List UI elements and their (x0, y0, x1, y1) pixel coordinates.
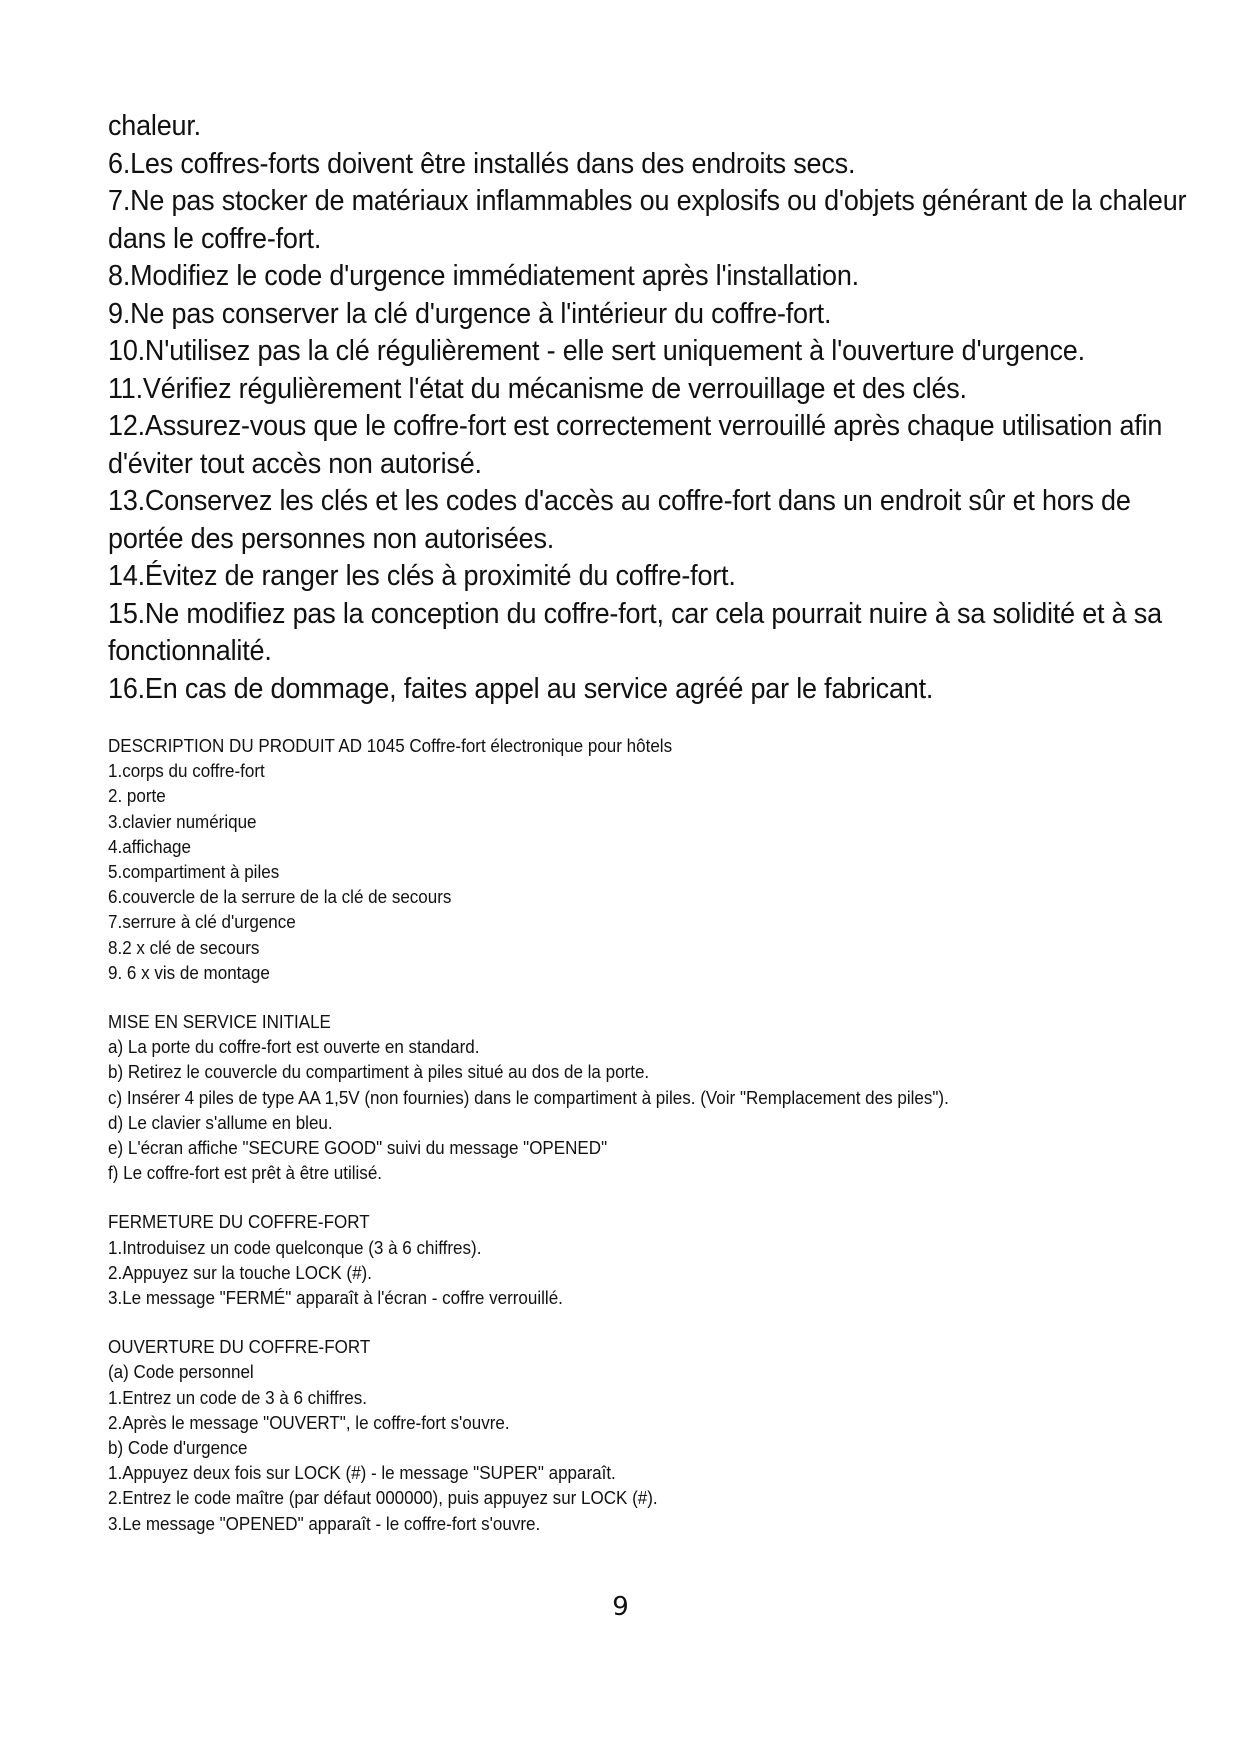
safety-item: 13.Conservez les clés et les codes d'accès au coffre-fort dans un endroit sûr et hors de portée des personnes non autorisées. (108, 485, 1131, 555)
list-item: 1.Entrez un code de 3 à 6 chiffres. (108, 1386, 367, 1408)
list-item: 1.Introduisez un code quelconque (3 à 6 chiffres). (108, 1236, 482, 1258)
list-item: 8.2 x clé de secours (108, 936, 260, 958)
safety-item: 9.Ne pas conserver la clé d'urgence à l'intérieur du coffre-fort. (108, 297, 832, 330)
spacer (108, 985, 1120, 1009)
section-title: DESCRIPTION DU PRODUIT AD 1045 Coffre-fort électronique pour hôtels (108, 735, 673, 756)
safety-item: 14.Évitez de ranger les clés à proximité du coffre-fort. (108, 560, 736, 592)
section-title: MISE EN SERVICE INITIALE (108, 1011, 331, 1033)
spacer (108, 1310, 1120, 1334)
list-item: e) L'écran affiche "SECURE GOOD" suivi du message "OPENED" (108, 1137, 608, 1159)
section-title: OUVERTURE DU COFFRE-FORT (108, 1336, 371, 1358)
list-item: 2.Appuyez sur la touche LOCK (#). (108, 1261, 372, 1283)
list-item: 1.Appuyez deux fois sur LOCK (#) - le message "SUPER" apparaît. (108, 1462, 616, 1484)
safety-item: 15.Ne modifiez pas la conception du coffre-fort, car cela pourrait nuire à sa solidité et à sa fonctionnalité. (108, 597, 1162, 667)
list-item: a) La porte du coffre-fort est ouverte en standard. (108, 1036, 480, 1058)
spacer (108, 1185, 1120, 1209)
safety-item: 16.En cas de dommage, faites appel au service agréé par le fabricant. (108, 672, 934, 705)
list-item: 3.Le message "OPENED" apparaît - le coffre-fort s'ouvre. (108, 1512, 541, 1534)
safety-item: chaleur. (108, 110, 201, 142)
page-number: 9 (612, 1592, 629, 1622)
list-item: 1.corps du coffre-fort (108, 760, 265, 782)
list-item: 3.Le message "FERMÉ" apparaît à l'écran - coffre verrouillé. (108, 1287, 563, 1309)
safety-item: 6.Les coffres-forts doivent être installés dans des endroits secs. (108, 147, 856, 180)
safety-item: 12.Assurez-vous que le coffre-fort est correctement verrouillé après chaque utilisation afin d'éviter tout accès non autorisé. (108, 410, 1163, 480)
list-item: c) Insérer 4 piles de type AA 1,5V (non fournies) dans le compartiment à piles. (Voir "Remplacement des piles"). (108, 1086, 949, 1108)
list-item: 2.Entrez le code maître (par défaut 000000), puis appuyez sur LOCK (#). (108, 1487, 658, 1509)
list-item: 6.couvercle de la serrure de la clé de secours (108, 886, 452, 908)
list-item: 3.clavier numérique (108, 810, 257, 832)
list-item: 9. 6 x vis de montage (108, 961, 270, 983)
safety-item: 8.Modifiez le code d'urgence immédiatement après l'installation. (108, 260, 859, 292)
list-item: d) Le clavier s'allume en bleu. (108, 1111, 333, 1133)
safety-item: 10.N'utilisez pas la clé régulièrement - elle sert uniquement à l'ouverture d'urgence. (108, 335, 1085, 367)
safety-instructions-list (108, 108, 1191, 708)
spacer (108, 708, 1188, 733)
list-item: 7.serrure à clé d'urgence (108, 911, 296, 933)
section-title: FERMETURE DU COFFRE-FORT (108, 1211, 370, 1233)
list-item: 4.affichage (108, 835, 191, 857)
list-item: b) Retirez le couvercle du compartiment à piles situé au dos de la porte. (108, 1061, 650, 1083)
list-item: f) Le coffre-fort est prêt à être utilisé. (108, 1162, 383, 1184)
product-description-section (108, 733, 1120, 1536)
document-page (108, 108, 1188, 1536)
list-item: (a) Code personnel (108, 1361, 254, 1383)
list-item: b) Code d'urgence (108, 1437, 248, 1459)
list-item: 5.compartiment à piles (108, 861, 280, 883)
safety-item: 7.Ne pas stocker de matériaux inflammables ou explosifs ou d'objets générant de la chaleur dans le coffre-fort. (108, 185, 1187, 255)
safety-item: 11.Vérifiez régulièrement l'état du mécanisme de verrouillage et des clés. (108, 372, 967, 405)
list-item: 2. porte (108, 785, 166, 807)
list-item: 2.Après le message "OUVERT", le coffre-fort s'ouvre. (108, 1411, 510, 1433)
